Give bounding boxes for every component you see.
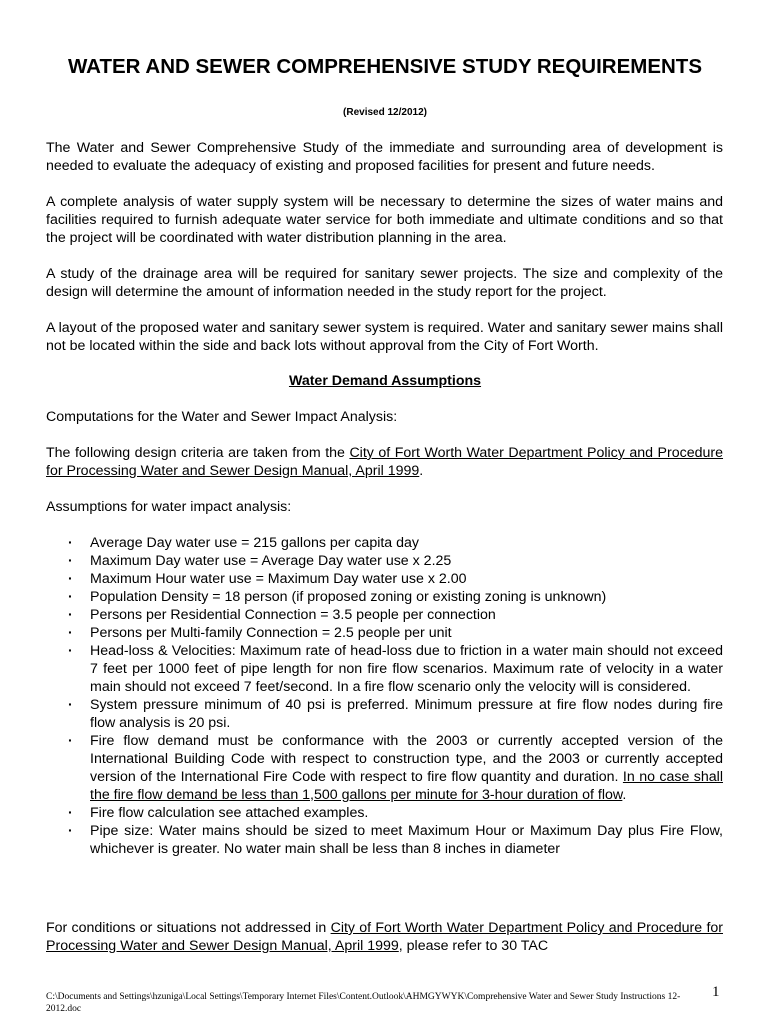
bullet-icon: ·: [68, 589, 73, 605]
section-heading-water-demand: Water Demand Assumptions: [288, 373, 482, 389]
assumptions-list: [46, 534, 723, 858]
list-item-text: Population Density = 18 person (if proposed zoning or existing zoning is unknown): [90, 589, 607, 605]
design-manual-reference: City of Fort Worth Water Department Policy and Procedure for Processing Water and Sewer Design Manual, April 1999: [46, 920, 723, 954]
intro-paragraph: The Water and Sewer Comprehensive Study of the immediate and surrounding area of development is needed to evaluate the adequacy of existing and proposed facilities for present and future needs.: [46, 140, 723, 174]
list-item: [46, 804, 723, 822]
list-item-text: Fire flow demand must be conformance with the 2003 or currently accepted version of the International Building Code with respect to construction type, and the 2003 or currently accepted version of the International Fire Code with respect to fire flow quantity and duration.: [90, 733, 723, 785]
list-item: [46, 552, 723, 570]
bullet-icon: ·: [68, 535, 73, 551]
layout-paragraph: A layout of the proposed water and sanitary sewer system is required. Water and sanitary sewer mains shall not be located within the side and back lots without approval from the City of Fort Worth.: [46, 320, 723, 354]
list-item: [46, 642, 723, 696]
list-item-text: Maximum Day water use = Average Day water use x 2.25: [90, 553, 452, 569]
list-item-text: System pressure minimum of 40 psi is preferred. Minimum pressure at fire flow nodes during fire flow analysis is 20 psi.: [90, 697, 723, 731]
fire-flow-note-end: .: [622, 787, 627, 803]
list-item: [46, 606, 723, 624]
design-criteria-prefix: The following design criteria are taken from the: [46, 445, 350, 461]
list-item: [46, 588, 723, 606]
list-item: [46, 696, 723, 732]
bullet-icon: ·: [68, 823, 73, 839]
design-manual-reference: City of Fort Worth Water Department Policy and Procedure for Processing Water and Sewer Design Manual, April 1999: [46, 445, 724, 479]
conditions-suffix: , please refer to 30 TAC: [398, 938, 549, 954]
list-item-text: Maximum Hour water use = Maximum Day water use x 2.00: [90, 571, 467, 587]
list-item: [46, 624, 723, 642]
footer-file-path: C:\Documents and Settings\hzuniga\Local Settings\Temporary Internet Files\Content.Outlook\AHMGYWYK\Comprehensive Water and Sewer Study Instructions 12-2012.doc: [46, 992, 681, 1014]
water-supply-paragraph: A complete analysis of water supply system will be necessary to determine the sizes of water mains and facilities required to furnish adequate water service for both immediate and ultimate conditions and so that the project will be coordinated with water distribution planning in the area.: [46, 194, 723, 246]
bullet-icon: ·: [68, 733, 73, 749]
bullet-icon: ·: [68, 553, 73, 569]
list-item-text: Head-loss & Velocities: Maximum rate of head-loss due to friction in a water main should not exceed 7 feet per 1000 feet of pipe length for non fire flow scenarios. Maximum rate of velocity in a water main should not exceed 7 feet/second. In a fire flow scenario only the velocity will is considered.: [90, 643, 723, 695]
design-criteria-suffix: .: [419, 463, 424, 479]
list-item-text: Persons per Residential Connection = 3.5 people per connection: [90, 607, 496, 623]
list-item: [46, 822, 723, 858]
revision-note: (Revised 12/2012): [343, 107, 427, 118]
bullet-icon: ·: [68, 643, 73, 659]
assumptions-intro: Assumptions for water impact analysis:: [46, 499, 292, 515]
list-item-text: Pipe size: Water mains should be sized to meet Maximum Hour or Maximum Day plus Fire Flow, whichever is greater. No water main shall be less than 8 inches in diameter: [90, 823, 723, 857]
fire-flow-minimum-note: In no case shall the fire flow demand be less than 1,500 gallons per minute for 3-hour duration of flow: [90, 769, 723, 803]
list-item-text: Fire flow calculation see attached examples.: [90, 805, 369, 821]
design-criteria-paragraph: [46, 444, 723, 480]
bullet-icon: ·: [68, 805, 73, 821]
document-title: WATER AND SEWER COMPREHENSIVE STUDY REQUIREMENTS: [67, 55, 703, 78]
computations-paragraph: Computations for the Water and Sewer Impact Analysis:: [46, 409, 398, 425]
bullet-icon: ·: [68, 571, 73, 587]
list-item: [46, 732, 723, 804]
page-number: 1: [712, 984, 720, 1000]
conditions-prefix: For conditions or situations not addressed in: [46, 920, 331, 936]
list-item: [46, 534, 723, 552]
list-item-text: Average Day water use = 215 gallons per capita day: [90, 535, 420, 551]
drainage-paragraph: A study of the drainage area will be required for sanitary sewer projects. The size and complexity of the design will determine the amount of information needed in the study report for the project.: [46, 266, 723, 300]
list-item: [46, 570, 723, 588]
list-item-text: Persons per Multi-family Connection = 2.5 people per unit: [90, 625, 452, 641]
bullet-icon: ·: [68, 697, 73, 713]
bullet-icon: ·: [68, 625, 73, 641]
conditions-paragraph: [46, 919, 723, 955]
bullet-icon: ·: [68, 607, 73, 623]
